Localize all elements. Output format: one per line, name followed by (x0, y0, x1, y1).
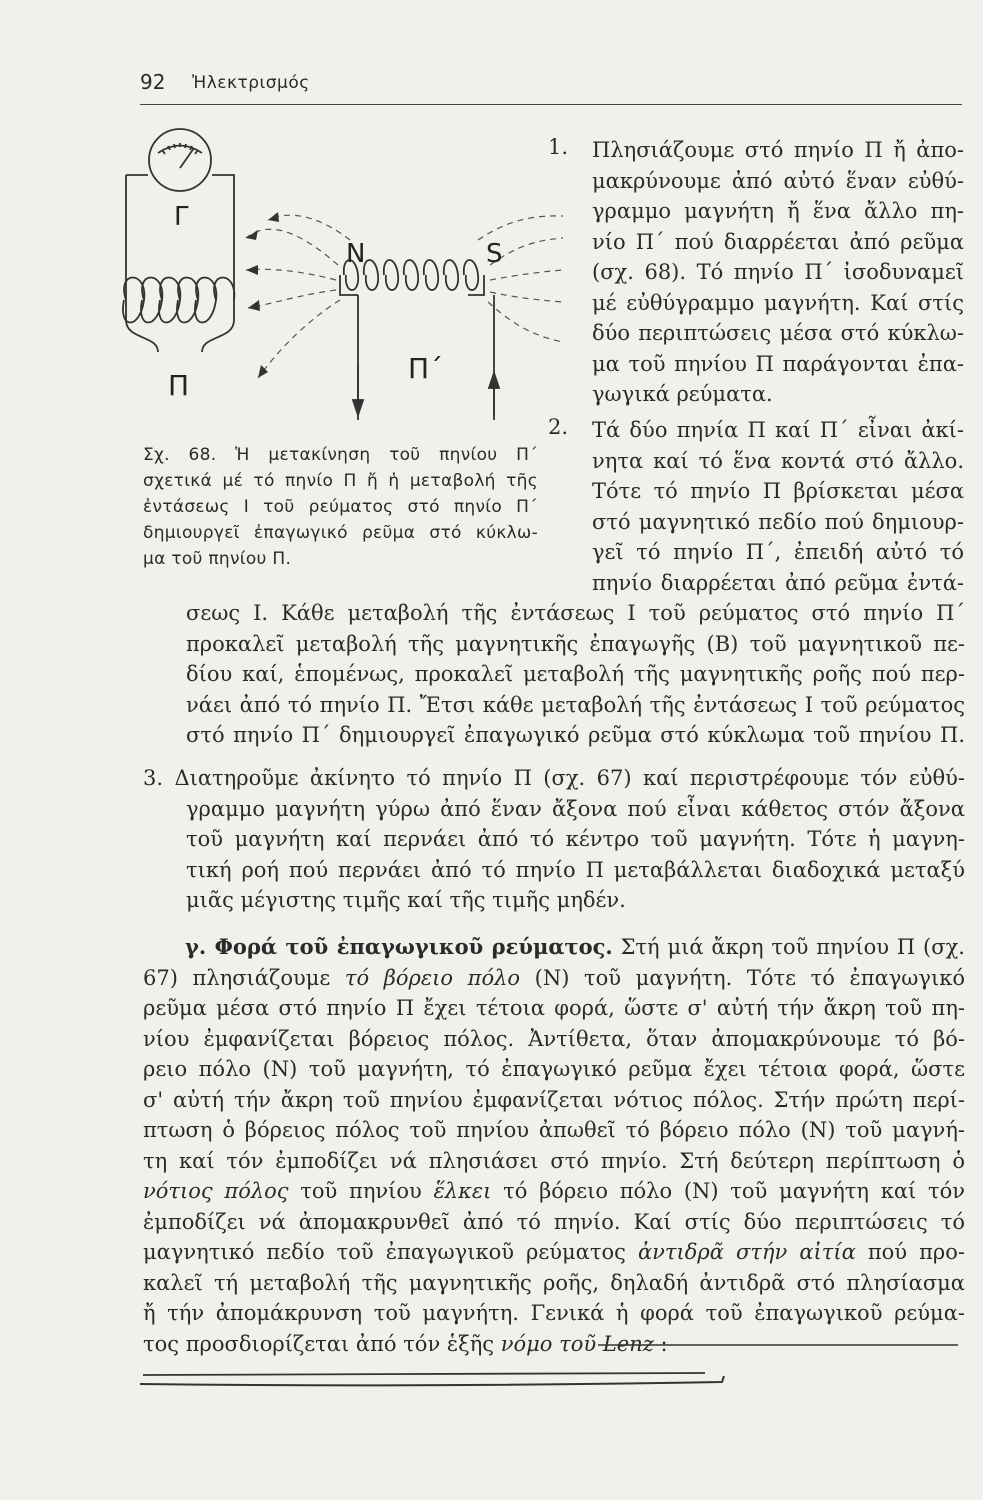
text-line: τος προσδιορίζεται ἀπό τόν ἑξῆς νόμο τοῦ Lenz : (143, 1331, 668, 1356)
text-line: πηνίο διαρρέεται ἀπό ρεῦμα ἐντά- (592, 570, 964, 595)
item-2-number: 2. (548, 415, 569, 439)
text-line: δημιουργεῖ ἐπαγωγικό ρεῦμα στό κύκλω- (143, 523, 538, 543)
text-line: γραμμο μαγνήτη γύρω ἀπό ἕναν ἄξονα πού εἶναι κάθετος στόν ἄξονα (186, 796, 965, 821)
item-1-text (592, 135, 964, 410)
text-line: τοῦ μαγνήτη καί περνάει ἀπό τό κέντρο τοῦ μαγνήτη. Τότε ἡ μαγνη- (186, 827, 965, 851)
text-line: γεῖ τό πηνίο Π΄, ἐπειδή αὐτό τό (592, 540, 964, 564)
text-line: δύο περιπτώσεις μέσα στό κύκλω- (592, 321, 964, 345)
item-3-text (143, 763, 965, 916)
text-line: μα τοῦ πηνίου Π παράγονται ἐπα- (592, 351, 964, 376)
text-line: νητα καί τό ἕνα κοντά στό ἄλλο. (592, 448, 964, 473)
text-line: μακρύνουμε ἀπό αὐτό ἕναν εὐθύ- (592, 168, 964, 193)
coil-p-left-windings (123, 278, 234, 323)
text-line: γ. Φορά τοῦ ἐπαγωγικοῦ ρεύματος. Στή μιά ἄκρη τοῦ πηνίου Π (σχ. (185, 934, 965, 959)
text-line: νάει ἀπό τό πηνίο Π. Ἔτσι κάθε μεταβολή τῆς ἐντάσεως Ι τοῦ ρεύματος (186, 692, 965, 717)
text-line: νίου ἐμφανίζεται βόρειος πόλος. Ἀντίθετα, ὅταν ἀπομακρύνουμε τό βό- (143, 1026, 965, 1051)
text-line: ρειο πόλο (Ν) τοῦ μαγνήτη, τό ἐπαγωγικό ρεῦμα ἔχει τέτοια φορά, ὥστε (143, 1057, 965, 1081)
figure-caption: Σχ. 68. Ἡ μετακίνηση τοῦ πηνίου Π΄ σχετικά μέ τό πηνίο Π ἤ ἡ μεταβολή τῆς ἐντάσεως Ι τοῦ ρεύματος στό πηνίο Π΄ δημιουργεῖ ἐπαγωγικό ρεῦμα στό κύκλω- μα τοῦ πηνίου Π. (143, 442, 538, 572)
text-line: (σχ. 68). Τό πηνίο Π΄ ἰσοδυναμεῖ (592, 260, 964, 284)
label-galvanometer: Γ (174, 202, 189, 232)
text-line: ἤ τήν ἀπομάκρυνση τοῦ μαγνήτη. Γενικά ἡ φορά τοῦ ἐπαγωγικοῦ ρεύμα- (143, 1301, 965, 1325)
label-south: S (486, 239, 503, 269)
label-coil-p-prime: Π΄ (408, 352, 444, 385)
text-line: σεως Ι. Κάθε μεταβολή τῆς ἐντάσεως Ι τοῦ ρεύματος στό πηνίο Π΄ (186, 601, 965, 625)
text-line: μαγνητικό πεδίο τοῦ ἐπαγωγικοῦ ρεύματος ἀντιδρᾶ στήν αἰτία πού προ- (143, 1240, 965, 1264)
text-line: στό πηνίο Π΄ δημιουργεῖ ἐπαγωγικό ρεῦμα στό κύκλωμα τοῦ πηνίου Π. (186, 723, 965, 747)
header-rule (140, 104, 962, 105)
field-line (490, 270, 563, 280)
text-line: ἐντάσεως Ι τοῦ ρεύματος στό πηνίο Π΄ (143, 497, 538, 517)
text-line: Τά δύο πηνία Π καί Π΄ εἶναι ἀκί- (592, 418, 964, 442)
text-line: σ' αὐτή τήν ἄκρη τοῦ πηνίου ἐμφανίζεται νότιος πόλος. Στήν πρώτη περί- (143, 1087, 965, 1112)
label-north: N (346, 239, 366, 269)
text-line: ρεῦμα μέσα στό πηνίο Π ἔχει τέτοια φορά, ὥστε σ' αὐτή τήν ἄκρη τοῦ πη- (143, 996, 965, 1020)
section-heading: γ. Φορά τοῦ ἐπαγωγικοῦ ρεύματος. (185, 934, 613, 959)
text-line: 67) πλησιάζουμε τό βόρειο πόλο (Ν) τοῦ μαγνήτη. Τότε τό ἐπαγωγικό (143, 965, 965, 990)
text-line: τη καί τόν ἐμποδίζει νά πλησιάσει στό πηνίο. Στή δεύτερη περίπτωση ὁ (143, 1148, 965, 1173)
item-2-text (592, 415, 964, 598)
running-title: Ἠλεκτρισμός (192, 73, 310, 93)
label-coil-p: Π (168, 369, 190, 402)
text-line: γωγικά ρεύματα. (592, 382, 773, 406)
field-line (268, 215, 350, 240)
figure-68-coils-diagram (118, 120, 563, 442)
field-line (478, 216, 563, 240)
galvanometer-circle (149, 129, 211, 191)
text-line: 3. Διατηροῦμε ἀκίνητο τό πηνίο Π (σχ. 67) καί περιστρέφουμε τόν εὐθύ- (143, 766, 965, 790)
field-line (246, 229, 338, 265)
section-induced-current-direction (143, 932, 965, 1359)
text-line: προκαλεῖ μεταβολή τῆς μαγνητικῆς ἐπαγωγῆς (Β) τοῦ μαγνητικοῦ πε- (186, 631, 965, 656)
text-line: στό μαγνητικό πεδίο πού δημιουρ- (592, 509, 964, 534)
text-line: Σχ. 68. Ἡ μετακίνηση τοῦ πηνίου Π΄ (143, 445, 538, 465)
field-line (490, 292, 563, 302)
text-line: νότιος πόλος τοῦ πηνίου ἕλκει τό βόρειο πόλο (Ν) τοῦ μαγνήτη καί τόν (143, 1179, 965, 1203)
text-line: δίου καί, ἑπομένως, προκαλεῖ μεταβολή τῆς μαγνητικῆς ροῆς πού περ- (186, 662, 965, 686)
galvanometer-needle (180, 148, 194, 168)
item-1-number: 1. (548, 135, 569, 159)
text-line: νίο Π΄ πού διαρρέεται ἀπό ρεῦμα (592, 229, 964, 254)
text-line: Τότε τό πηνίο Π βρίσκεται μέσα (592, 479, 964, 503)
field-line (246, 269, 336, 280)
text-line: τική ροή πού περνάει ἀπό τό πηνίο Π μεταβάλλεται διαδοχικά μεταξύ (186, 857, 965, 882)
page-number: 92 (140, 70, 166, 94)
text-line: σχετικά μέ τό πηνίο Π ἤ ἡ μεταβολή τῆς (143, 471, 538, 491)
text-line: ἐμποδίζει νά ἀπομακρυνθεῖ ἀπό τό πηνίο. Καί στίς δύο περιπτώσεις τό (143, 1209, 965, 1234)
field-line (488, 302, 563, 342)
text-line: μιᾶς μέγιστης τιμῆς καί τῆς τιμῆς μηδέν. (186, 888, 626, 912)
text-line: πτωση ὁ βόρειος πόλος τοῦ πηνίου ἀπωθεῖ τό βόρειο πόλο (Ν) τοῦ μαγνή- (143, 1118, 965, 1142)
text-line: γραμμο μαγνήτη ἤ ἕνα ἄλλο πη- (592, 199, 964, 223)
text-line: μέ εὐθύγραμμο μαγνήτη. Καί στίς (592, 290, 964, 315)
field-line (258, 300, 340, 378)
item-2-continuation (186, 598, 965, 751)
text-line: καλεῖ τή μεταβολή τῆς μαγνητικῆς ροῆς, δηλαδή ἀντιδρᾶ στό πλησίασμα (143, 1270, 965, 1295)
text-line: Πλησιάζουμε στό πηνίο Π ἤ ἀπο- (592, 138, 964, 162)
field-line (248, 290, 336, 308)
